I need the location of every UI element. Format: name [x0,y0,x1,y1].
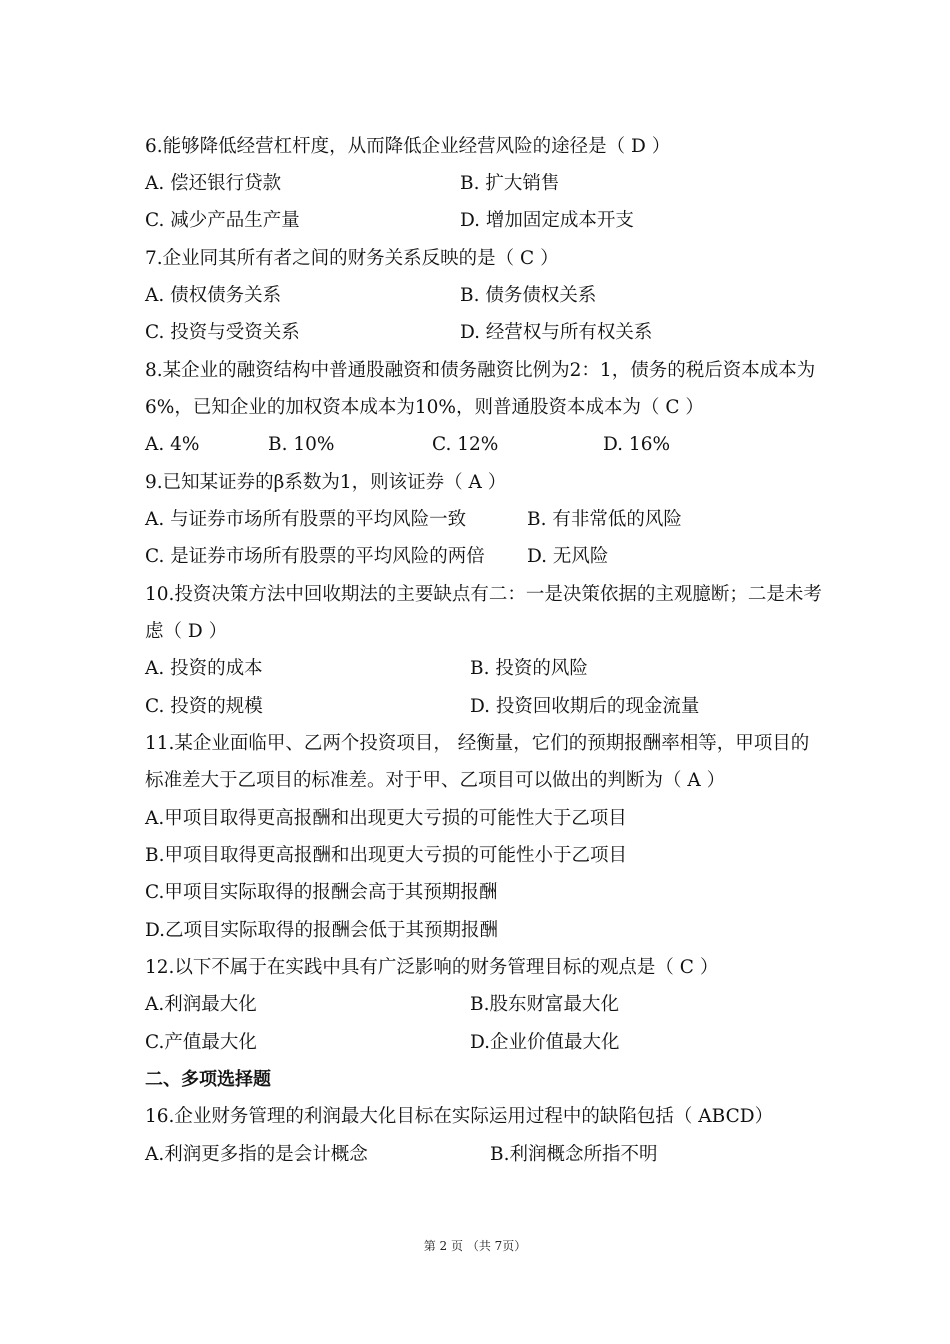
q11-stem-line1: 11.某企业面临甲、乙两个投资项目， 经衡量，它们的预期报酬率相等，甲项目的 [145,733,810,754]
q12-option-b: B.股东财富最大化 [470,994,619,1015]
q12-option-d: D.企业价值最大化 [470,1032,620,1053]
q10-option-c: C. 投资的规模 [145,696,263,717]
q8-stem-line2: 6%，已知企业的加权资本成本为10%，则普通股资本成本为（ C ） [145,397,704,418]
q16-stem: 16.企业财务管理的利润最大化目标在实际运用过程中的缺陷包括（ ABCD） [145,1106,774,1127]
q12-option-c: C.产值最大化 [145,1032,257,1053]
q6-option-b: B. 扩大销售 [460,173,560,194]
q7-option-b: B. 债务债权关系 [460,285,597,306]
page-footer: 第 2 页 （共 7页） [423,1239,527,1253]
q8-option-a: A. 4% [145,434,200,455]
q10-option-d: D. 投资回收期后的现金流量 [470,696,700,717]
q11-option-d: D.乙项目实际取得的报酬会低于其预期报酬 [145,920,499,941]
q6-option-c: C. 减少产品生产量 [145,210,300,231]
q8-option-d: D. 16% [603,434,671,455]
q10-option-b: B. 投资的风险 [470,658,588,679]
q6-options-row2 [145,209,634,233]
q7-options-row2 [145,321,653,345]
q9-option-a: A. 与证券市场所有股票的平均风险一致 [145,509,467,530]
q11-option-c: C.甲项目实际取得的报酬会高于其预期报酬 [145,882,498,903]
q10-stem-line2: 虑（ D ） [145,621,228,642]
q6-option-d: D. 增加固定成本开支 [460,210,634,231]
q6-option-a: A. 偿还银行贷款 [145,173,282,194]
q11-stem-line2: 标准差大于乙项目的标准差。对于甲、乙项目可以做出的判断为（ A ） [145,770,726,791]
q9-options-row1 [145,508,682,532]
q10-stem-line1: 10.投资决策方法中回收期法的主要缺点有二：一是决策依据的主观臆断；二是未考 [145,584,822,605]
q7-option-c: C. 投资与受资关系 [145,322,300,343]
q9-stem: 9.已知某证券的β系数为1，则该证券（ A ） [145,472,507,493]
q11-option-b: B.甲项目取得更高报酬和出现更大亏损的可能性小于乙项目 [145,845,627,866]
q9-option-b: B. 有非常低的风险 [527,509,682,530]
q6-stem: 6.能够降低经营杠杆度，从而降低企业经营风险的途径是（ D ） [145,136,671,157]
q9-options-row2 [145,545,609,569]
q8-options-row [145,433,671,457]
q16-option-b: B.利润概念所指不明 [490,1144,658,1165]
q7-options-row1 [145,284,597,308]
q11-option-a: A.甲项目取得更高报酬和出现更大亏损的可能性大于乙项目 [145,808,627,829]
q8-option-b: B. 10% [268,434,335,455]
q10-options-row1 [145,657,588,681]
q9-option-c: C. 是证券市场所有股票的平均风险的两倍 [145,546,485,567]
q7-option-d: D. 经营权与所有权关系 [460,322,653,343]
q6-options-row1 [145,172,560,196]
q10-option-a: A. 投资的成本 [145,658,263,679]
q9-option-d: D. 无风险 [527,546,609,567]
q12-options-row1 [145,993,619,1017]
q16-options-row1 [145,1143,658,1167]
q8-option-c: C. 12% [432,434,499,455]
section-heading-multiple-choice: 二、多项选择题 [145,1069,271,1090]
q10-options-row2 [145,695,700,719]
q16-option-a: A.利润更多指的是会计概念 [145,1144,368,1165]
q7-option-a: A. 债权债务关系 [145,285,282,306]
q7-stem: 7.企业同其所有者之间的财务关系反映的是（ C ） [145,248,559,269]
q12-options-row2 [145,1031,620,1055]
q12-option-a: A.利润最大化 [145,994,257,1015]
q8-stem-line1: 8.某企业的融资结构中普通股融资和债务融资比例为2：1，债务的税后资本成本为 [145,360,816,381]
q12-stem: 12.以下不属于在实践中具有广泛影响的财务管理目标的观点是（ C ） [145,957,719,978]
